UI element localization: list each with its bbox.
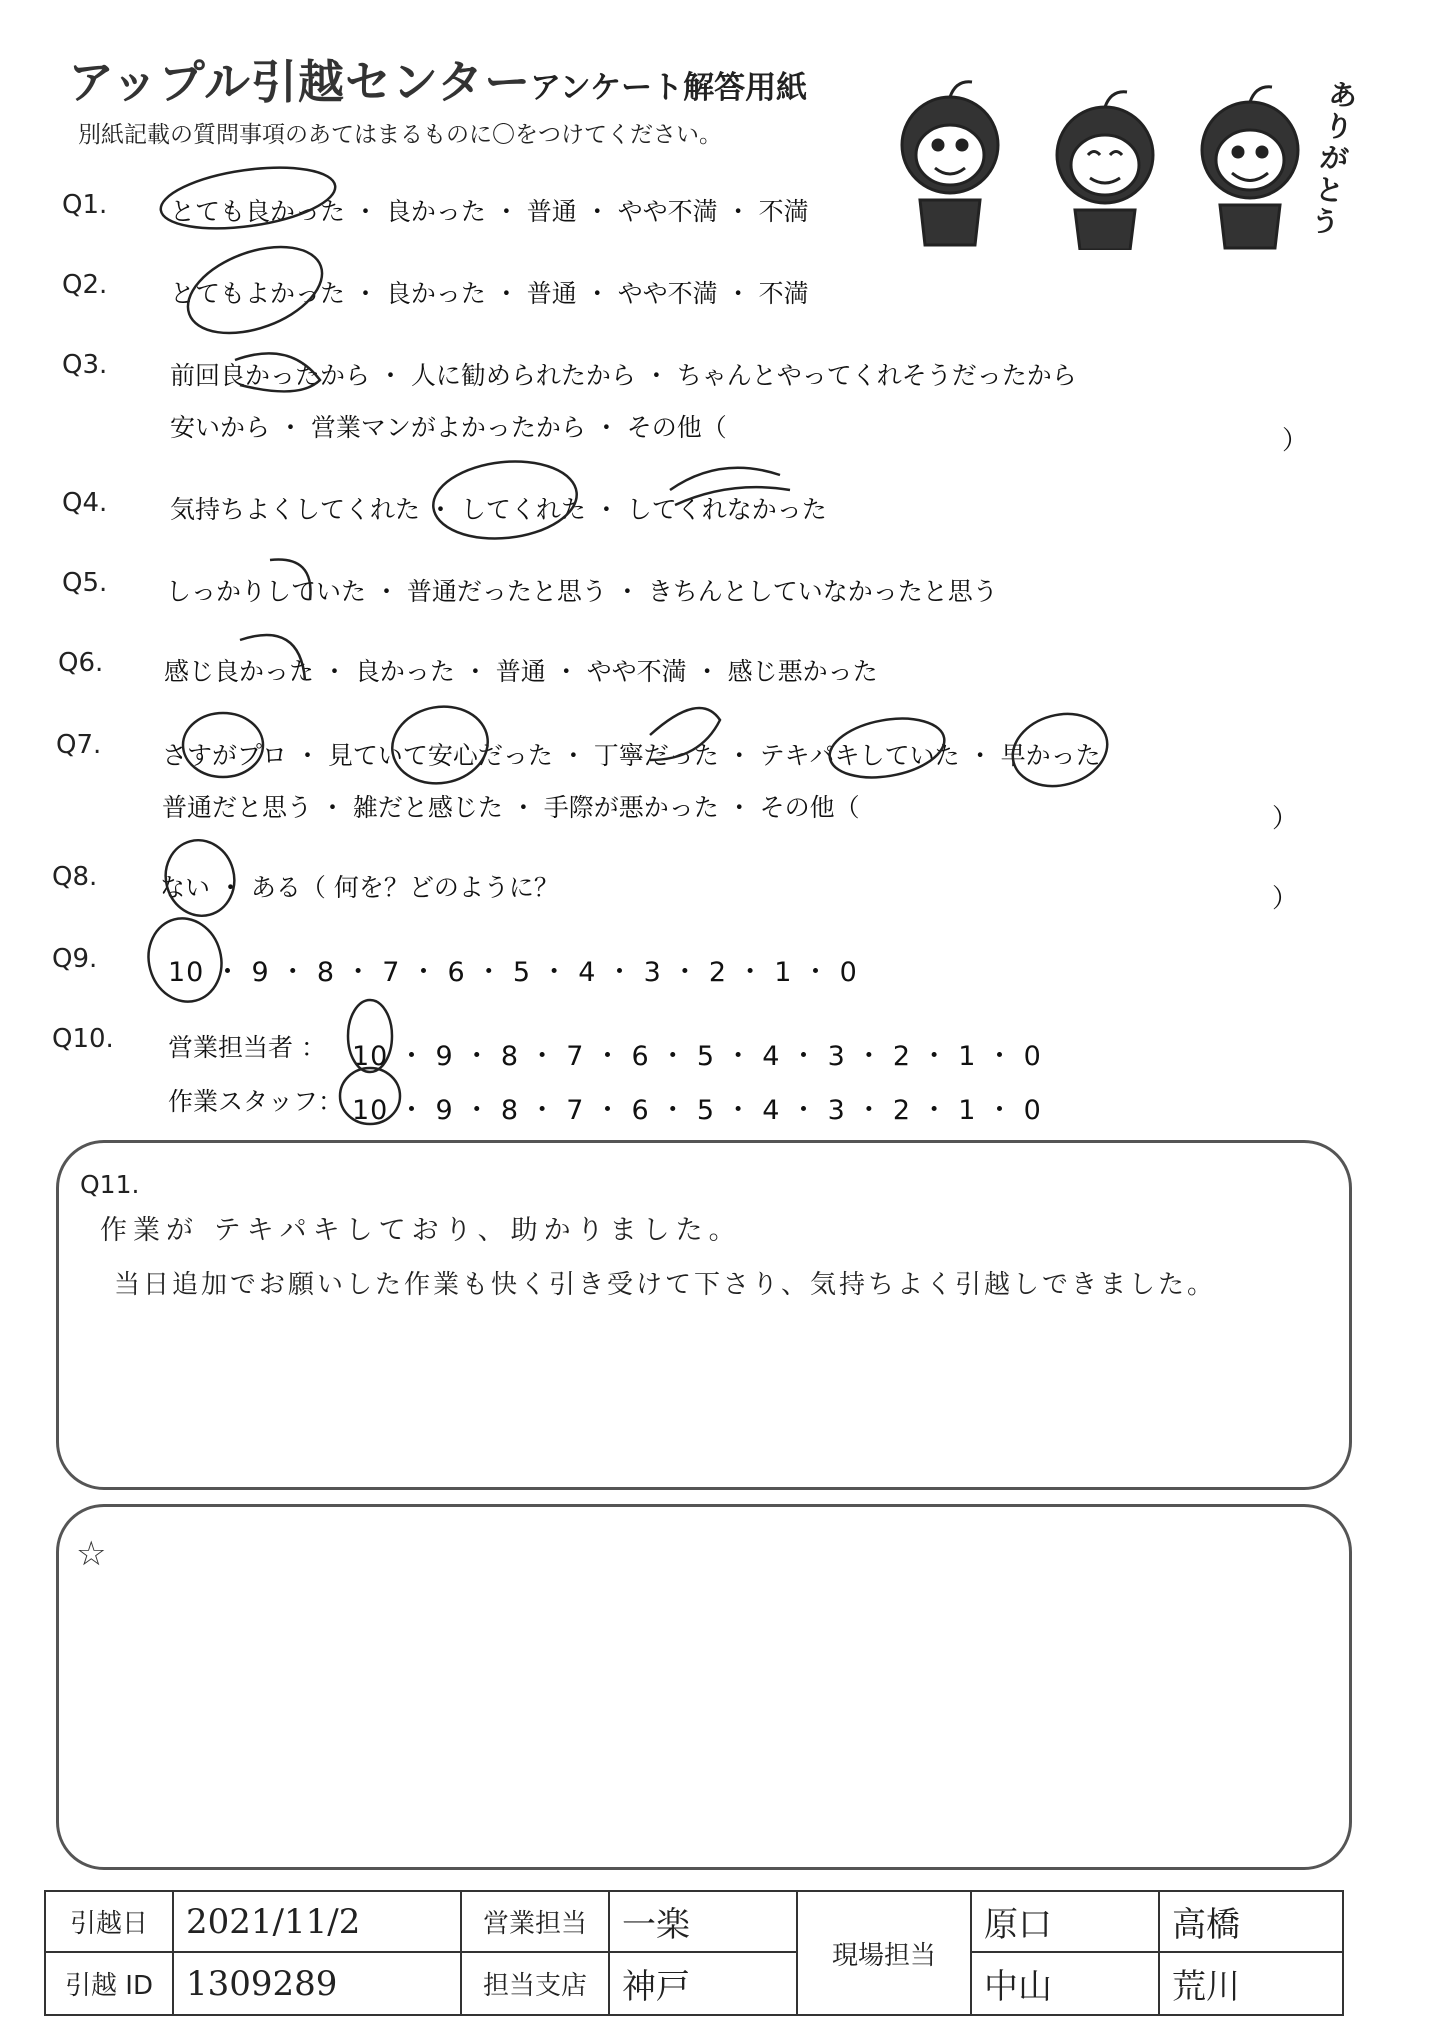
move-date-value: 2021/11/2 [172, 1890, 462, 1953]
q8-close-paren: ） [1272, 884, 1299, 914]
q8-number: Q8. [52, 862, 98, 892]
q2-number: Q2. [62, 270, 108, 300]
site-label: 現場担当 [796, 1890, 972, 2016]
branch-value: 神戸 [608, 1951, 798, 2016]
q4-number: Q4. [62, 488, 108, 518]
q5-number: Q5. [62, 568, 108, 598]
mascot-3 [1202, 87, 1298, 248]
q3-close-paren: ） [1282, 426, 1309, 456]
q10-staff-scale: 10 ・ 9 ・ 8 ・ 7 ・ 6 ・ 5 ・ 4 ・ 3 ・ 2 ・ 1 ・ 0 [352, 1095, 1042, 1126]
q1-options: とても良かった ・ 良かった ・ 普通 ・ やや不満 ・ 不満 [170, 197, 809, 226]
site-staff-3: 中山 [970, 1951, 1160, 2016]
mascot-illustration [880, 60, 1350, 250]
q3-number: Q3. [62, 350, 108, 380]
site-staff-1: 原口 [970, 1890, 1160, 1953]
q4-options: 気持ちよくしてくれた ・ してくれた ・ してくれなかった [170, 495, 827, 524]
form-title: アップル引越センター [68, 55, 532, 109]
site-staff-4: 荒川 [1158, 1951, 1344, 2016]
q6-options: 感じ良かった ・ 良かった ・ 普通 ・ やや不満 ・ 感じ悪かった [164, 657, 878, 686]
q6-number: Q6. [58, 648, 104, 678]
thanks-text: ありがとう [1309, 77, 1360, 241]
q9-number: Q9. [52, 944, 98, 974]
branch-label: 担当支店 [460, 1951, 610, 2016]
free-comment-box [56, 1504, 1352, 1870]
q8-options: ない ・ ある（ 何を？どのように？ [160, 873, 559, 902]
sales-value: 一楽 [608, 1890, 798, 1953]
q10-number: Q10. [52, 1024, 114, 1054]
q7-options-line1: さすがプロ ・ 見ていて安心だった ・ 丁寧だった ・ テキパキしていた ・ 早かった [162, 741, 1101, 770]
move-id-label: 引越 ID [44, 1951, 174, 2016]
q1-number: Q1. [62, 190, 108, 220]
q7-number: Q7. [56, 730, 102, 760]
q11-comment-box [56, 1140, 1352, 1490]
q11-comment-line1: 作業が テキパキしており、助かりました。 [100, 1215, 742, 1246]
q10-sales-label: 営業担当者 ： [168, 1033, 326, 1062]
footer-info-table [44, 1890, 1344, 2016]
q11-label: Q11. [80, 1170, 140, 1199]
q9-scale: 10 ・ 9 ・ 8 ・ 7 ・ 6 ・ 5 ・ 4 ・ 3 ・ 2 ・ 1 ・ 0 [168, 957, 858, 988]
q3-options-line1: 前回良かったから ・ 人に勧められたから ・ ちゃんとやってくれそうだったから [170, 361, 1077, 390]
q11-comment-line2: 当日追加でお願いした作業も快く引き受けて下さり、気持ちよく引越しできました。 [114, 1270, 1217, 1300]
q5-options: しっかりしていた ・ 普通だったと思う ・ きちんとしていなかったと思う [166, 577, 998, 606]
form-subtitle: アンケート解答用紙 [530, 70, 808, 106]
instruction-text: 別紙記載の質問事項のあてはまるものに〇をつけてください。 [78, 122, 722, 148]
star-icon: ☆ [76, 1534, 107, 1574]
q7-close-paren: ） [1272, 804, 1299, 834]
q3-options-line2: 安いから ・ 営業マンがよかったから ・ その他（ [170, 413, 727, 442]
sales-label: 営業担当 [460, 1890, 610, 1953]
q10-staff-label: 作業スタッフ： [168, 1087, 344, 1116]
q2-options: とてもよかった ・ 良かった ・ 普通 ・ やや不満 ・ 不満 [170, 279, 809, 308]
q7-options-line2: 普通だと思う ・ 雑だと感じた ・ 手際が悪かった ・ その他（ [162, 793, 860, 822]
move-id-value: 1309289 [172, 1951, 462, 2016]
move-date-label: 引越日 [44, 1890, 174, 1953]
q10-sales-scale: 10 ・ 9 ・ 8 ・ 7 ・ 6 ・ 5 ・ 4 ・ 3 ・ 2 ・ 1 ・ 0 [352, 1041, 1042, 1072]
mascot-2 [1057, 92, 1153, 250]
site-staff-2: 高橋 [1158, 1890, 1344, 1953]
mascot-1 [902, 82, 998, 245]
